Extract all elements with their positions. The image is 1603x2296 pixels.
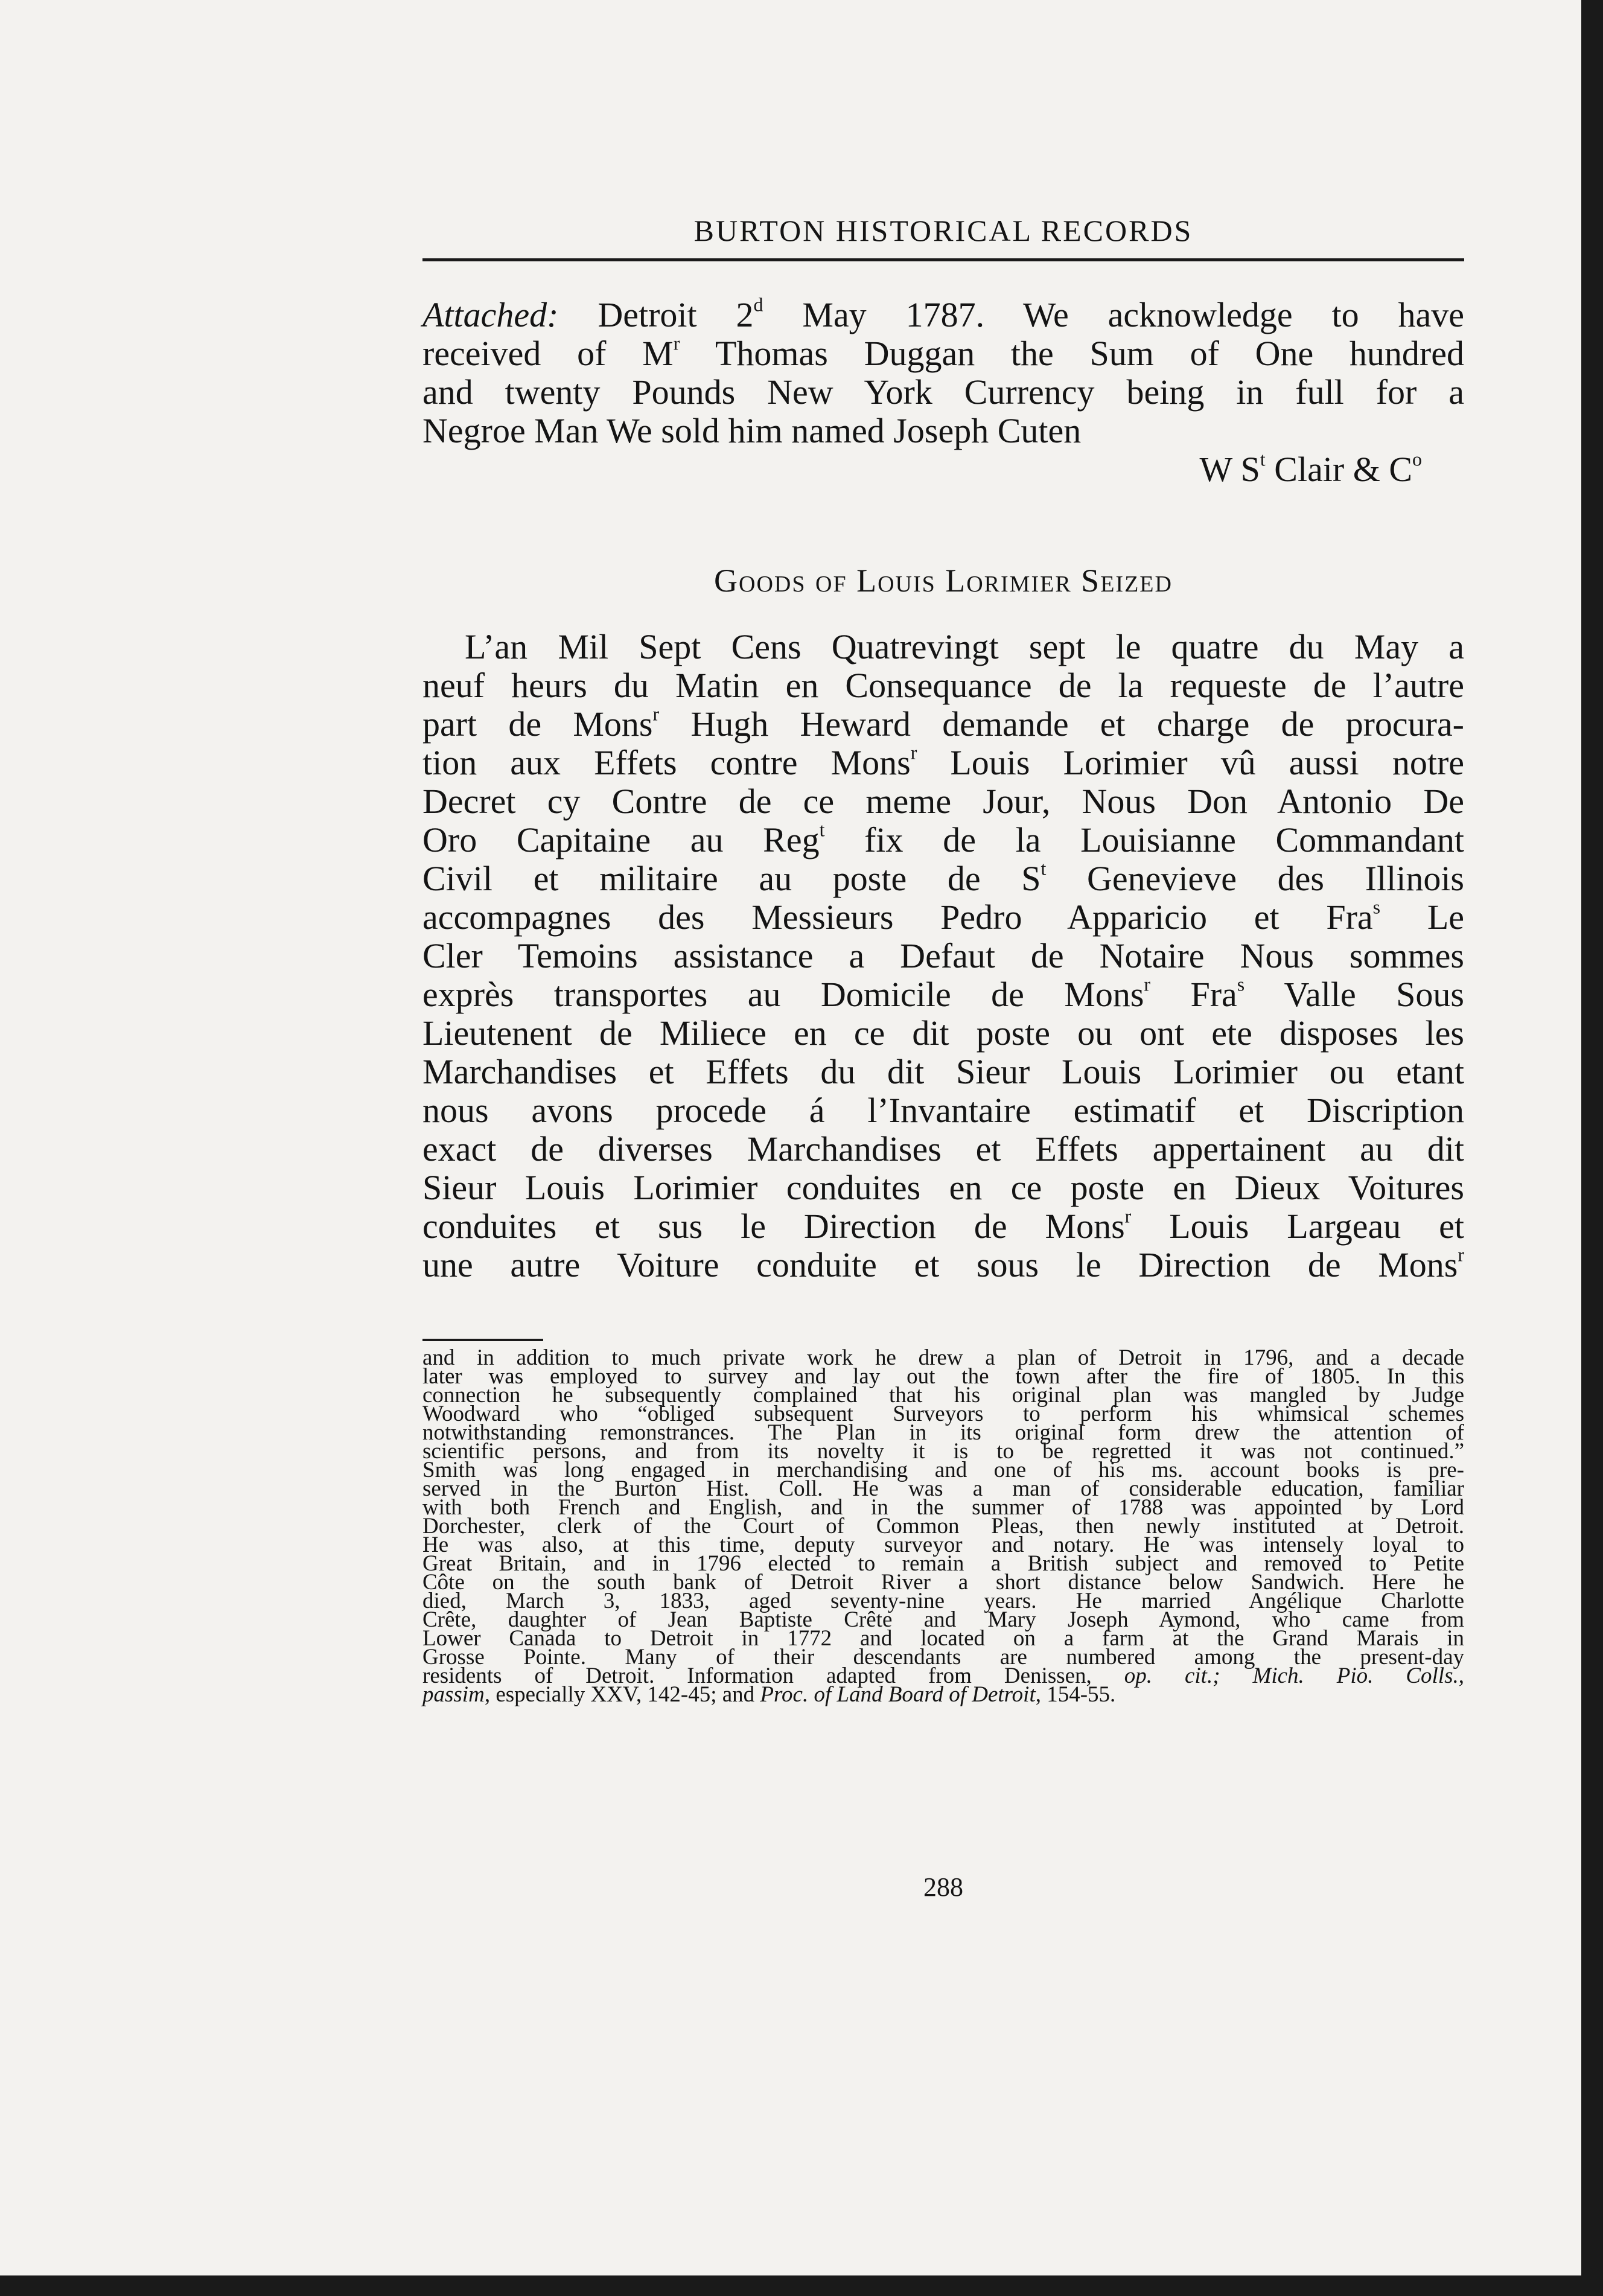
text-line: Lieutenent de Miliece en ce dit poste ou ont ete disposes les	[422, 1013, 1464, 1053]
footnote-line: residents of Detroit. Information adapted from Denissen, op. cit.; Mich. Pio. Colls.,	[422, 1663, 1464, 1688]
text-line: Marchandises et Effets du dit Sieur Louis Lorimier ou etant	[422, 1052, 1464, 1091]
text-line: exact de diverses Marchandises et Effets appertainent au dit	[422, 1129, 1464, 1169]
footnote-line: notwithstanding remonstrances. The Plan in its original form drew the attention of	[422, 1420, 1464, 1445]
header-rule	[422, 258, 1464, 261]
text-line: tion aux Effets contre Mons$^r$ Louis Lorimier vû aussi notre	[422, 742, 1465, 782]
text-line: une autre Voiture conduite et sous le Direction de Mons$^r$	[422, 1244, 1464, 1284]
footnote-lines	[422, 1345, 1464, 1669]
footnote-line: Smith was long engaged in merchandising and one of his ms. account books is pre-	[422, 1458, 1464, 1482]
footnote-line: Woodward who “obliged subsequent Surveyors to perform his whimsical schemes	[422, 1402, 1464, 1426]
text-line: L’an Mil Sept Cens Quatrevingt sept le quatre du May a	[465, 627, 1464, 666]
text-line: received of $M^r$ Thomas Duggan the Sum of One hundred	[422, 333, 1464, 373]
footnote-line: Lower Canada to Detroit in 1772 and located on a farm at the Grand Marais in	[422, 1626, 1464, 1651]
footnote-line: later was employed to survey and lay out the town after the fire of 1805. In this	[422, 1364, 1464, 1389]
attached-label: Attached:	[422, 295, 559, 334]
page-number: 288	[923, 1872, 963, 1902]
footnote-line: Dorchester, clerk of the Court of Common Pleas, then newly instituted at Detroit.	[422, 1514, 1464, 1539]
footnote-line: He was also, at this time, deputy surveyor and notary. He was intensely loyal to	[422, 1532, 1464, 1557]
signature-line: W $S^t$ Clair & $C^o$	[1199, 448, 1422, 489]
text-line: exprès transportes au Domicile de Mons$^r$ Fra$^s$ Valle Sous	[422, 974, 1464, 1014]
text-line: part de Mons$^r$ Hugh Heward demande et charge de procura-	[422, 703, 1464, 744]
footnote-rule	[422, 1339, 543, 1341]
footnote-line: died, March 3, 1833, aged seventy-nine years. He married Angélique Charlotte	[422, 1589, 1464, 1613]
section-heading: Goods of Louis Lorimier Seized	[714, 563, 1173, 599]
attached-receipt	[422, 296, 1464, 489]
text-line: and twenty Pounds New York Currency being in full for a	[422, 372, 1464, 412]
footnote-line: Grosse Pointe. Many of their descendants are numbered among the present-day	[422, 1645, 1464, 1669]
footnote-line: connection he subsequently complained that his original plan was mangled by Judge	[422, 1383, 1464, 1408]
footnote-line: Crête, daughter of Jean Baptiste Crête and Mary Joseph Aymond, who came from	[422, 1607, 1464, 1632]
footnote-line: served in the Burton Hist. Coll. He was a man of considerable education, familiar	[422, 1476, 1464, 1501]
text-line: Oro Capitaine au Reg$^t$ fix de la Louisianne Commandant	[422, 819, 1464, 859]
text-line: Attached: Detroit 2$^d$ May 1787. We acknowledge to have	[422, 294, 1464, 334]
text-line: neuf heurs du Matin en Consequance de la requeste de l’autre	[422, 666, 1464, 705]
footnote-line: Great Britain, and in 1796 elected to remain a British subject and removed to Petite	[422, 1551, 1464, 1576]
footnote-line: and in addition to much private work he drew a plan of Detroit in 1796, and a decade	[422, 1345, 1464, 1370]
footnote-line: scientific persons, and from its novelty it is to be regretted it was not continued.”	[422, 1439, 1464, 1464]
footnote-line: passim, especially XXV, 142-45; and Proc. of Land Board of Detroit, 154-55.	[422, 1682, 1116, 1707]
french-document-text	[422, 628, 1464, 1284]
text-line: Cler Temoins assistance a Defaut de Notaire Nous sommes	[422, 936, 1464, 975]
text-line: Decret cy Contre de ce meme Jour, Nous Don Antonio De	[422, 782, 1464, 821]
footnote-line: with both French and English, and in the summer of 1788 was appointed by Lord	[422, 1495, 1464, 1520]
text-line: accompagnes des Messieurs Pedro Apparicio et Fra$^s$ Le	[422, 896, 1465, 937]
footnote-line: Côte on the south bank of Detroit River a short distance below Sandwich. Here he	[422, 1570, 1464, 1595]
text-line: nous avons procede á l’Invantaire estimatif et Discription	[422, 1091, 1464, 1130]
running-header: BURTON HISTORICAL RECORDS	[693, 214, 1193, 247]
text-line: Sieur Louis Lorimier conduites en ce poste en Dieux Voitures	[422, 1168, 1464, 1207]
text-line: Civil et militaire au poste de $S^t$ Genevieve des Illinois	[422, 858, 1464, 898]
text-line: Negroe Man We sold him named Joseph Cuten	[422, 411, 1082, 450]
text-line: conduites et sus le Direction de Mons$^r$ Louis Largeau et	[422, 1205, 1464, 1246]
footnote	[422, 1345, 1464, 1707]
